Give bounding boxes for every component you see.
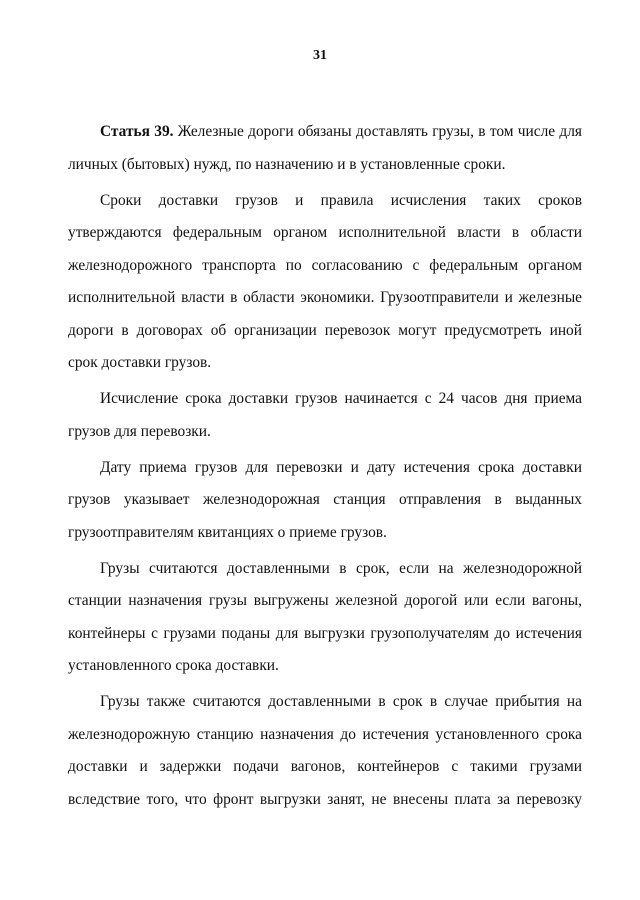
paragraph-delivered-on-time: Грузы считаются доставленными в срок, если на железнодорожной станции назначения грузы выгружены железной дорогой или если вагоны, контейнеры с грузами поданы для выгрузки грузополучателям до истечения установленного срока доставки.: [68, 559, 582, 674]
article-label: Статья 39.: [100, 123, 174, 140]
paragraph-acceptance-date: Дату приема грузов для перевозки и дату истечения срока доставки грузов указывает железнодорожная станция отправления в выданных грузоотправителям квитанциях о приеме грузов.: [68, 458, 582, 541]
paragraph-term-calculation: Исчисление срока доставки грузов начинается с 24 часов дня приема грузов для перевозки.: [68, 390, 582, 440]
paragraph-arrival-delay: Грузы также считаются доставленными в срок в случае прибытия на железнодорожную станцию назначения до истечения установленного срока доставки и задержки подачи вагонов, контейнеров с такими грузами вследствие того, что фронт выгрузки занят, не внесены плата за перевозку: [68, 693, 582, 808]
page-number: 31: [313, 48, 327, 63]
paragraph-delivery-terms: Сроки доставки грузов и правила исчисления таких сроков утверждаются федеральным органом исполнительной власти в области железнодорожного транспорта по согласованию с федеральным органом исполнительной власти в области экономики. Грузоотправители и железные дороги в договорах об организации перевозок могут предусмотреть иной срок доставки грузов.: [68, 191, 582, 371]
article-text: Железные дороги обязаны доставлять грузы, в том числе для личных (бытовых) нужд, по назначению и в установленные сроки.: [68, 123, 582, 173]
article-paragraph: [68, 116, 582, 181]
document-body: [68, 116, 582, 820]
